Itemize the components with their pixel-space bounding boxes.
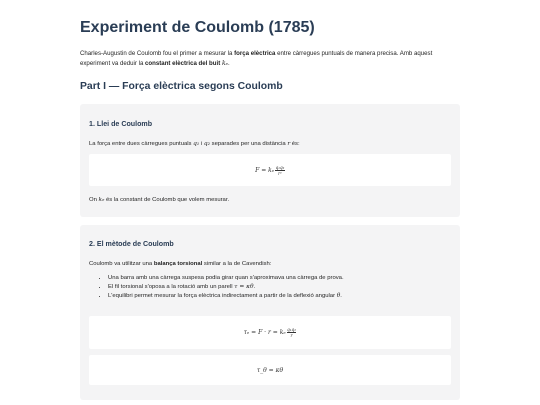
math-torque: τ = κθ <box>234 284 254 290</box>
intro-bold-constant: constant elèctrica del buit <box>145 60 221 67</box>
text: La força entre dues càrregues puntuals <box>89 141 194 147</box>
text: El fil torsional s'oposa a la rotació amb un parell <box>108 284 235 290</box>
section-paragraph <box>89 196 229 204</box>
text: Coulomb va utilitzar una <box>89 261 154 267</box>
text: . <box>340 293 342 299</box>
section-paragraph <box>89 260 271 268</box>
section-heading: 1. Llei de Coulomb <box>89 120 153 128</box>
intro-paragraph <box>80 49 460 69</box>
list-item <box>108 292 344 301</box>
math-theta: θ <box>336 293 341 299</box>
fraction-denominator: r <box>290 333 293 338</box>
fraction-numerator: q₁q₂ <box>275 164 285 170</box>
math-q1: q₁ <box>193 141 200 147</box>
formula-lhs: F = kₑ <box>255 166 275 174</box>
bold-torsion-balance: balança torsional <box>153 261 203 267</box>
text: L'equilibri permet mesurar la força elèctrica indirectament a partir de la deflexió angular <box>108 293 337 299</box>
section-card-coulomb-law <box>80 104 460 217</box>
formula-fraction <box>287 327 297 338</box>
text: Una barra amb una càrrega suspesa podia girar quan s'aproximava una càrrega de prova. <box>108 275 344 281</box>
section-card-coulomb-method <box>80 225 460 400</box>
fraction-numerator: q₁q₂ <box>287 327 296 332</box>
section-heading: 2. El mètode de Coulomb <box>89 240 174 248</box>
math-q2: q₂ <box>203 141 211 147</box>
formula-box <box>89 316 451 349</box>
text: separades per una distància <box>210 141 288 147</box>
bullet-list <box>108 274 344 301</box>
section-paragraph <box>89 140 300 148</box>
formula-torsion: τ_θ = κθ <box>256 366 284 374</box>
text: On <box>89 197 99 203</box>
math-r: r <box>287 141 291 147</box>
fraction-denominator: r² <box>278 170 282 176</box>
text: . <box>253 284 256 290</box>
formula-box <box>89 355 451 385</box>
page-title: Experiment de Coulomb (1785) <box>80 19 315 36</box>
part-heading: Part I — Força elèctrica segons Coulomb <box>80 81 283 92</box>
math-k: kₑ <box>98 197 105 203</box>
formula-lhs: τₑ = F · r = kₑ <box>243 329 286 336</box>
intro-text: entre càrregues puntuals de manera precisa. Amb aquest experiment va deduir la <box>80 50 433 67</box>
text: és la constant de Coulomb que volem mesurar. <box>104 197 230 203</box>
intro-text: . <box>228 60 230 67</box>
formula-fraction <box>275 165 285 176</box>
list-item <box>108 274 344 283</box>
formula-box <box>89 154 451 186</box>
text: similar a la de Cavendish: <box>202 261 272 267</box>
intro-bold-force: força elèctrica <box>234 50 276 57</box>
text: és: <box>290 141 300 147</box>
list-item <box>108 283 344 292</box>
intro-math-k: kₑ <box>221 60 228 67</box>
text: i <box>199 141 204 147</box>
intro-text: Charles-Augustin de Coulomb fou el primer a mesurar la <box>80 50 235 57</box>
